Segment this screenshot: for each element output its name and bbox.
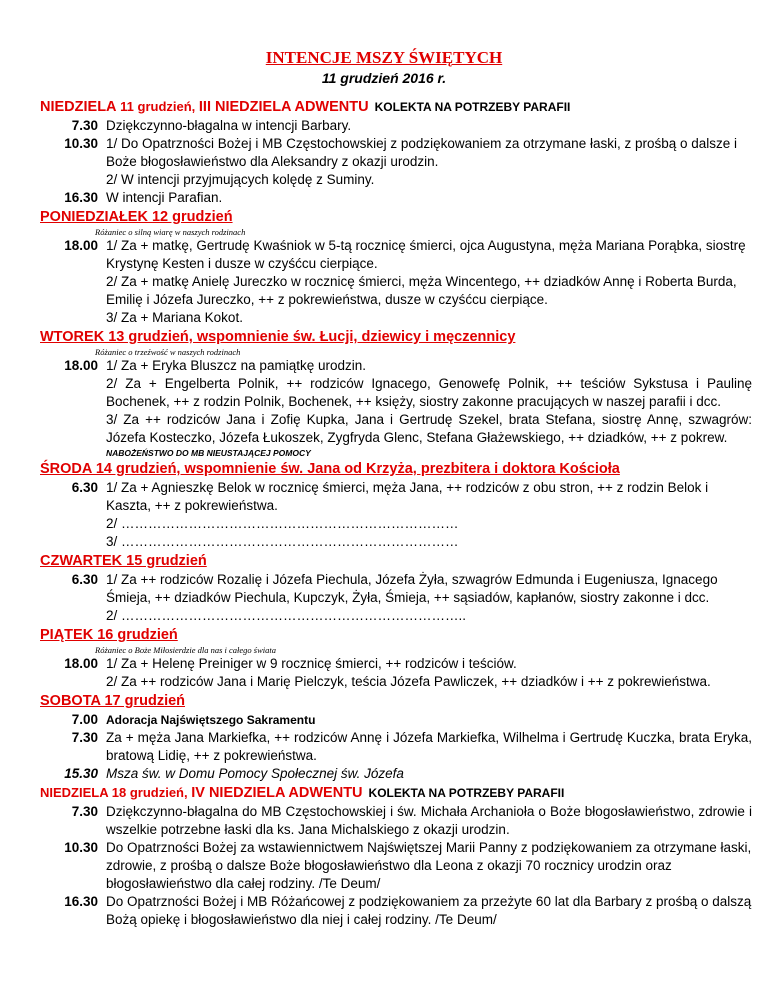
- intention-line: 2/ Za + matkę Anielę Jureczko w rocznicę śmierci, męża Wincentego, ++ dziadków Annę i Roberta Burda, Emilię i Józefa Jureczko, ++ z pokrewieństwa, dusze w czyśćcu cierpiące.: [106, 274, 737, 307]
- mass-entry: [40, 839, 752, 893]
- day-heading-wednesday: ŚRODA 14 grudzień, wspomnienie św. Jana od Krzyża, prezbitera i doktora Kościoła: [40, 461, 620, 477]
- intention-line: 3/ Za ++ rodziców Jana i Zofię Kupka, Jana i Gertrudę Szekel, brata Stefana, siostrę Annę, szwagrów: Józefa Kosteczko, Józefa Łukoszek, Zygfryda Glenc, Stefana Głażewskiego, ++ dziadków, ++ z pokrew.: [106, 412, 752, 445]
- document-title: INTENCJE MSZY ŚWIĘTYCH: [265, 48, 503, 67]
- mass-intention: [106, 711, 752, 729]
- mass-entry: [40, 893, 752, 929]
- rosary-note: Różaniec o trzeźwość w naszych rodzinach: [95, 347, 241, 357]
- kolekta-note: KOLEKTA NA POTRZEBY PARAFII: [374, 100, 571, 114]
- mass-intention: [106, 479, 752, 551]
- intention-line: 3/ Za + Mariana Kokot.: [106, 310, 243, 325]
- intention-line: 2/ W intencji przyjmujących kolędę z Suminy.: [106, 172, 375, 187]
- mass-time: 16.30: [64, 894, 98, 909]
- devotion-note: NABOŻEŃSTWO DO MB NIEUSTAJĄCEJ POMOCY: [106, 448, 311, 458]
- mass-time: 7.30: [71, 804, 98, 819]
- mass-intention: [106, 803, 752, 839]
- day-liturgy: IV NIEDZIELA ADWENTU: [191, 785, 363, 801]
- mass-entry: [40, 729, 752, 765]
- day-liturgy: III NIEDZIELA ADWENTU: [198, 99, 369, 115]
- mass-intention: [106, 765, 752, 783]
- kolekta-note: KOLEKTA NA POTRZEBY PARAFII: [368, 786, 565, 800]
- day-heading-thursday: CZWARTEK 15 grudzień: [40, 553, 207, 569]
- day-heading-sunday-11: [40, 97, 752, 117]
- intention-line: Za + męża Jana Markiefka, ++ rodziców Annę i Józefa Markiefka, Wilhelma i Gertrudę Kuczka, brata Eryka, bratową Lidię, ++ z pokrewieństwa.: [106, 730, 752, 763]
- day-heading-saturday: SOBOTA 17 grudzień: [40, 693, 186, 709]
- mass-entry: [40, 135, 752, 189]
- mass-intention: [106, 237, 752, 327]
- mass-intention: [106, 839, 752, 893]
- mass-intention: [106, 135, 752, 189]
- day-name: NIEDZIELA: [40, 785, 112, 800]
- mass-time: 7.00: [71, 712, 98, 727]
- mass-intention: [106, 571, 752, 625]
- intention-line: Do Opatrzności Bożej za wstawiennictwem Najświętszej Marii Panny z podziękowaniem za otrzymane łaski, zdrowie, z prośbą o dalsze Boże błogosławieństwo dla Leona z okazji 70 rocznicy urodzin oraz błogosławieństwo dla całej rodziny. /Te Deum/: [106, 840, 752, 891]
- mass-time: 7.30: [71, 730, 98, 745]
- day-name: NIEDZIELA: [40, 99, 117, 115]
- day-heading-friday: PIĄTEK 16 grudzień: [40, 627, 178, 643]
- intention-line: Dziękczynno-błagalna w intencji Barbary.: [106, 118, 352, 133]
- day-heading-sunday-18: [40, 783, 752, 803]
- rosary-note: Różaniec o Boże Miłosierdzie dla nas i całego świata: [95, 645, 276, 655]
- intention-line: 2/ …………………………………………………………………: [106, 516, 459, 531]
- mass-time: 7.30: [71, 118, 98, 133]
- mass-intention: [106, 655, 752, 691]
- day-date: 18 grudzień,: [111, 785, 192, 800]
- mass-entry: [40, 189, 752, 207]
- mass-time: 6.30: [71, 480, 98, 495]
- day-date: 11 grudzień,: [116, 99, 199, 114]
- day-heading-monday: PONIEDZIAŁEK 12 grudzień: [40, 209, 233, 225]
- mass-intention: [106, 189, 752, 207]
- mass-entry: [40, 765, 752, 783]
- mass-entry: [40, 571, 752, 625]
- intention-line: 1/ Za + Agnieszkę Belok w rocznicę śmierci, męża Jana, ++ rodziców z obu stron, ++ z rodzin Belok i Kaszta, ++ z pokrewieństwa.: [106, 480, 709, 513]
- mass-intention: [106, 893, 752, 929]
- mass-time: 18.00: [64, 238, 98, 253]
- mass-intention: [106, 357, 752, 447]
- mass-entry: [40, 655, 752, 691]
- intention-line: 1/ Za + matkę, Gertrudę Kwaśniok w 5-tą rocznicę śmierci, ojca Augustyna, męża Mariana Porąbka, siostrę Krystynę Kesten i dusze w czyśćcu cierpiące.: [106, 238, 746, 271]
- intentions-list: [40, 97, 752, 929]
- intention-line: 1/ Za + Eryka Bluszcz na pamiątkę urodzin.: [106, 358, 366, 373]
- document-date: 11 grudzień 2016 r.: [321, 70, 447, 86]
- intention-line: 1/ Za + Helenę Preiniger w 9 rocznicę śmierci, ++ rodziców i teściów.: [106, 656, 517, 671]
- mass-time: 10.30: [64, 136, 98, 151]
- intention-line: 3/ …………………………………………………………………: [106, 534, 459, 549]
- intention-line: Dziękczynno-błagalna do MB Częstochowskiej i św. Michała Archanioła o Boże błogosławieństwo, zdrowie i wszelkie potrzebne łaski dla ks. Jana Michalskiego z okazji urodzin.: [106, 804, 752, 837]
- mass-entry: [40, 803, 752, 839]
- rosary-note: Różaniec o silną wiarę w naszych rodzinach: [95, 227, 246, 237]
- mass-intention: [106, 729, 752, 765]
- mass-entry: [40, 117, 752, 135]
- intention-line: 2/ Za ++ rodziców Jana i Marię Pielczyk, teścia Józefa Pawliczek, ++ dziadków i ++ z pokrewieństwa.: [106, 674, 711, 689]
- mass-entry: [40, 357, 752, 447]
- day-heading-tuesday: WTOREK 13 grudzień, wspomnienie św. Łucji, dziewicy i męczennicy: [40, 329, 516, 345]
- intention-line: 1/ Za ++ rodziców Rozalię i Józefa Piechula, Józefa Żyła, szwagrów Edmunda i Eugeniusza, Ignacego Śmieja, ++ dziadków Piechula, Kupczyk, Żyła, Śmieja, ++ sąsiadów, kapłanów, siostry zakonne i dcc.: [106, 572, 718, 605]
- mass-entry: [40, 479, 752, 551]
- intention-line: Do Opatrzności Bożej i MB Różańcowej z podziękowaniem za przeżyte 60 lat dla Barbary z prośbą o dalszą Bożą opiekę i błogosławieństwo dla niej i całej rodziny. /Te Deum/: [106, 894, 752, 927]
- mass-time: 18.00: [64, 656, 98, 671]
- intention-line: 2/ Za + Engelberta Polnik, ++ rodziców Ignacego, Genowefę Polnik, ++ teściów Sykstusa i Paulinę Bochenek, ++ z rodzin Polnik, Bochenek, ++ księży, siostry zakonne pracujących w naszej parafii i dcc.: [106, 376, 752, 409]
- intention-line: W intencji Parafian.: [106, 190, 223, 205]
- mass-time: 16.30: [64, 190, 98, 205]
- mass-entry: [40, 237, 752, 327]
- intention-line: Msza św. w Domu Pomocy Społecznej św. Józefa: [106, 766, 404, 781]
- intention-line: 2/ …………………………………………………………………..: [106, 608, 467, 623]
- mass-time: 10.30: [64, 840, 98, 855]
- mass-time: 18.00: [64, 358, 98, 373]
- mass-intention: [106, 117, 752, 135]
- intention-line: Adoracja Najświętszego Sakramentu: [106, 713, 316, 727]
- mass-time: 6.30: [71, 572, 98, 587]
- mass-time: 15.30: [64, 766, 98, 781]
- intention-line: 1/ Do Opatrzności Bożej i MB Częstochowskiej z podziękowaniem za otrzymane łaski, z prośbą o dalsze i Boże błogosławieństwo dla Aleksandry z okazji urodzin.: [106, 136, 738, 169]
- mass-entry: [40, 711, 752, 729]
